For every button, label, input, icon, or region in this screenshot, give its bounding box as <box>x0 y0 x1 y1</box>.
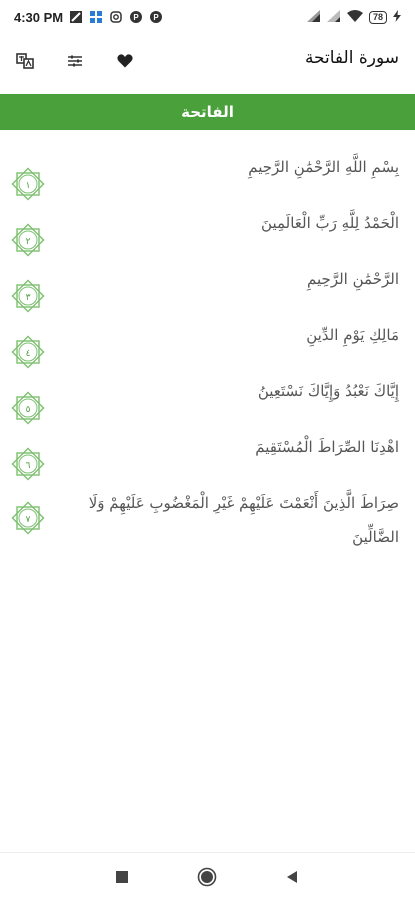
app-bar <box>0 34 415 90</box>
status-time: 4:30 PM <box>14 9 64 25</box>
status-bar <box>0 0 415 34</box>
app-grid-icon <box>89 10 103 24</box>
ayah-marker-icon <box>8 444 48 484</box>
status-left <box>14 10 163 25</box>
ayah-number: ٧ <box>25 515 31 525</box>
ayah-number: ٥ <box>25 405 31 415</box>
ayah-marker-icon <box>8 388 48 428</box>
translate-icon[interactable] <box>14 50 36 72</box>
p-icon <box>129 10 143 24</box>
ayah-number: ٣ <box>25 293 31 303</box>
wifi-icon <box>347 10 363 25</box>
back-triangle-icon[interactable] <box>282 867 302 887</box>
svg-text:P: P <box>153 13 159 22</box>
status-right <box>307 10 401 25</box>
verse-text: اهْدِنَا الصِّرَاطَ الْمُسْتَقِيمَ <box>255 438 399 456</box>
ayah-marker-icon <box>8 276 48 316</box>
ayah-marker-icon <box>8 164 48 204</box>
verse-text: مَالِكِ يَوْمِ الدِّينِ <box>306 326 399 344</box>
charging-icon <box>393 10 401 25</box>
recents-square-icon[interactable] <box>112 867 132 887</box>
ayah-marker-icon <box>8 498 48 538</box>
settings-sliders-icon[interactable] <box>64 50 86 72</box>
verse-text: إِيَّاكَ نَعْبُدُ وَإِيَّاكَ نَسْتَعِينُ <box>257 382 399 400</box>
signal-icon <box>307 10 321 25</box>
verse-text: الرَّحْمَٰنِ الرَّحِيمِ <box>307 270 399 288</box>
svg-text:P: P <box>133 13 139 22</box>
ayah-number: ٢ <box>25 237 31 247</box>
p-icon <box>149 10 163 24</box>
sura-header <box>0 94 415 130</box>
ayah-marker-icon <box>8 220 48 260</box>
instagram-icon <box>109 10 123 24</box>
ayah-number: ١ <box>25 181 31 191</box>
battery-icon <box>369 11 387 24</box>
ayah-number: ٦ <box>25 461 31 471</box>
verse-text: بِسْمِ اللَّهِ الرَّحْمَٰنِ الرَّحِيمِ <box>248 158 399 176</box>
heart-icon[interactable] <box>114 50 136 72</box>
battery-level: 78 <box>372 12 383 22</box>
app-title: سورة الفاتحة <box>304 48 399 68</box>
n-icon <box>69 10 83 24</box>
ayah-number: ٤ <box>25 349 31 359</box>
verse-text: صِرَاطَ الَّذِينَ أَنْعَمْتَ عَلَيْهِمْ غَيْرِ الْمَغْضُوبِ عَلَيْهِمْ وَلَا الضَّالِّينَ <box>88 494 399 546</box>
signal-icon <box>327 10 341 25</box>
nav-bar <box>0 852 415 900</box>
home-circle-icon[interactable] <box>197 867 217 887</box>
sura-header-title: الفاتحة <box>181 103 234 121</box>
ayah-marker-icon <box>8 332 48 372</box>
verse-text: الْحَمْدُ لِلَّهِ رَبِّ الْعَالَمِينَ <box>261 214 399 232</box>
